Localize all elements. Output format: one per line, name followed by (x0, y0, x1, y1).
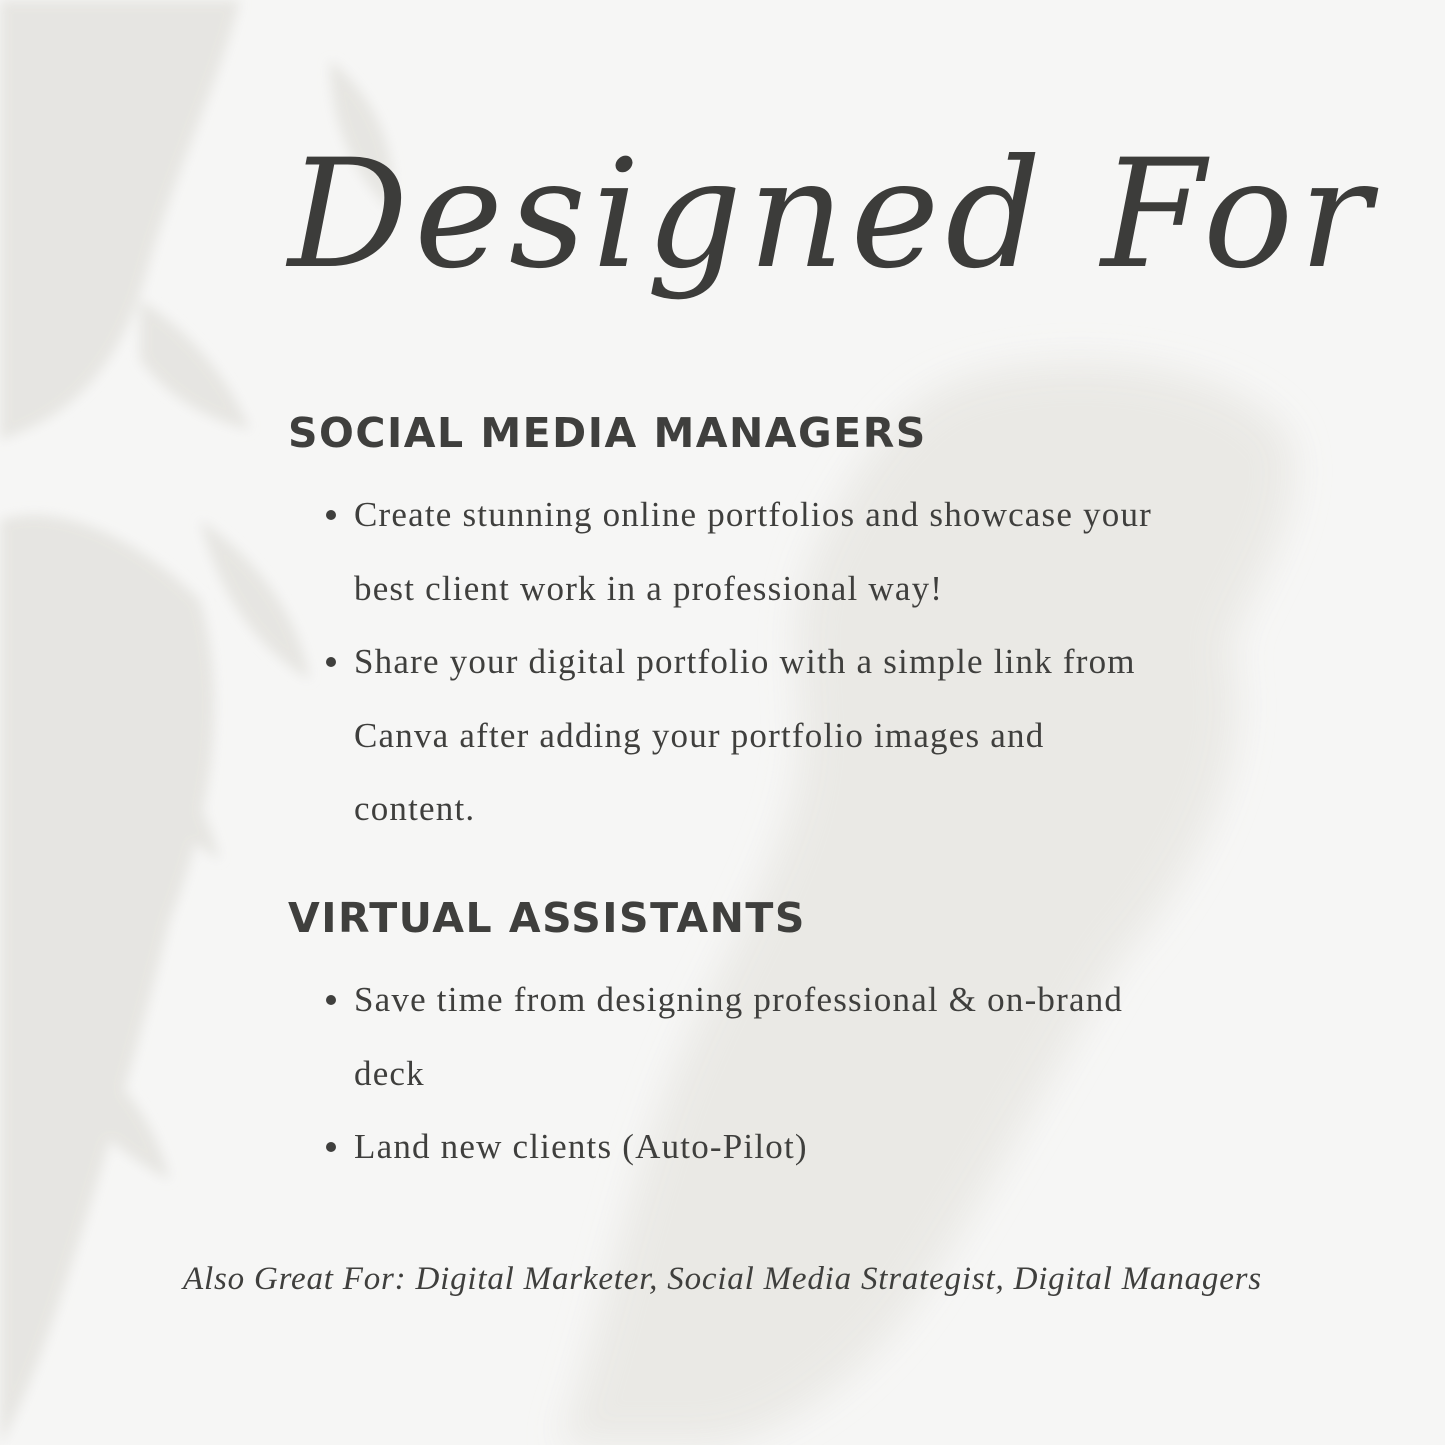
bullet-item (354, 625, 1154, 846)
bullet-item (354, 1110, 1154, 1184)
bullet-text: Share your digital portfolio with a simple link from Canva after adding your portfolio images and content. (354, 642, 1136, 828)
bullet-item (354, 478, 1154, 625)
bullet-text: Create stunning online portfolios and showcase your best client work in a professional way! (354, 495, 1152, 608)
section-heading: VIRTUAL ASSISTANTS (288, 894, 806, 942)
section-social-media-managers (288, 400, 1154, 846)
section-virtual-assistants (288, 885, 1154, 1184)
footer-note: Also Great For: Digital Marketer, Social Media Strategist, Digital Managers (183, 1261, 1262, 1297)
bullet-dot-icon (326, 1142, 336, 1152)
bullet-dot-icon (326, 510, 336, 520)
section-heading: SOCIAL MEDIA MANAGERS (288, 409, 927, 457)
page-title: Designed For (288, 128, 1377, 302)
bullet-text: Save time from designing professional & on-brand deck (354, 980, 1124, 1093)
bullet-list (288, 963, 1154, 1184)
bullet-dot-icon (326, 995, 336, 1005)
bullet-list (288, 478, 1154, 846)
bullet-dot-icon (326, 657, 336, 667)
bullet-item (354, 963, 1154, 1110)
bullet-text: Land new clients (Auto-Pilot) (354, 1127, 808, 1166)
